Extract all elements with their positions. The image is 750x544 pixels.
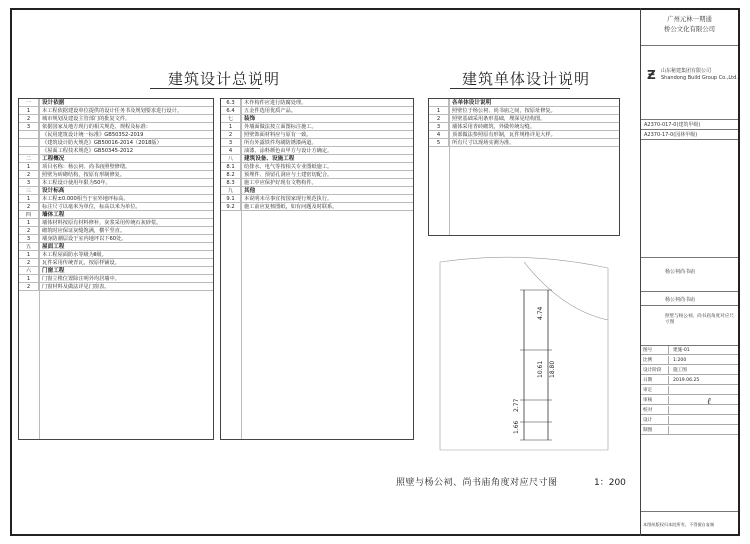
- note-row: [221, 115, 413, 123]
- title-block-key: 日期: [641, 376, 669, 385]
- note-number: 8.2: [221, 171, 241, 179]
- note-text: 《民用建筑设计统一标准》GB50352-2019: [42, 132, 144, 138]
- title-block: [640, 8, 738, 536]
- note-row: [221, 163, 413, 171]
- note-number: 五: [19, 243, 39, 251]
- signature: ℓ: [707, 397, 711, 407]
- note-number: 二: [19, 155, 39, 163]
- note-row: [221, 139, 413, 147]
- note-row: [429, 131, 619, 139]
- general-notes-heading: 建筑设计总说明: [168, 70, 281, 88]
- dimension-label: 2.77: [513, 398, 520, 412]
- note-text: 照壁位于杨公祠、尚书庙之间，按原址修复。: [452, 108, 556, 114]
- note-row: [19, 203, 213, 211]
- note-row: [19, 107, 213, 115]
- note-row: [19, 267, 213, 275]
- cert-2: A2370-17-0(园林甲级): [641, 130, 738, 140]
- general-notes-table-2: [220, 98, 414, 440]
- note-number: 2: [221, 131, 241, 139]
- note-text: 《屋面工程技术规范》GB50345-2012: [42, 148, 134, 154]
- note-text: 照壁基础采用条形基础，埋深见结构图。: [452, 116, 546, 122]
- note-text: 施工中应保护好现有文物构件。: [244, 180, 317, 186]
- note-number: [19, 147, 39, 155]
- note-row: [429, 107, 619, 115]
- note-row: [19, 219, 213, 227]
- note-number: [429, 99, 449, 107]
- title-block-row: [641, 346, 738, 355]
- note-text: 照壁为砖砌结构，按原有形制修复。: [42, 172, 126, 178]
- dimension-label: 4.74: [537, 306, 544, 320]
- note-text: 本工程依据建设单位提供的设计任务书及规划要求进行设计。: [42, 108, 183, 114]
- title-block-row: [641, 396, 738, 405]
- note-text: 依据国家及地方现行的相关规范、规程及标准：: [42, 124, 151, 130]
- note-row: [221, 171, 413, 179]
- title-block-value: 建施-01: [673, 348, 690, 353]
- title-block-key: 校对: [641, 406, 669, 415]
- note-text: 本工程设计使用年限为50年。: [42, 180, 111, 186]
- note-text: 预埋件、预留孔洞应与土建密切配合。: [244, 172, 333, 178]
- note-row: [19, 123, 213, 131]
- note-text: 设计依据: [42, 100, 65, 106]
- note-row: [19, 171, 213, 179]
- note-row: [19, 155, 213, 163]
- title-block-row: [641, 406, 738, 415]
- note-text: 本工程屋面防水等级为Ⅱ级。: [42, 252, 107, 258]
- note-text: 门窗工程: [42, 268, 65, 274]
- note-text: 墙体材料按原有材料修补，灰浆采用传统石灰砂浆。: [42, 220, 162, 226]
- note-row: [19, 275, 213, 283]
- note-row: [19, 99, 213, 107]
- note-text: 所有外露铁件均刷防锈漆两道。: [244, 140, 317, 146]
- single-notes-heading: 建筑单体设计说明: [462, 70, 591, 88]
- client-org: 广州元林一期通 桥公文化有限公司: [641, 8, 738, 46]
- heading-underline: [450, 88, 570, 89]
- single-notes-table: [428, 98, 620, 236]
- note-text: 砌筑时应保证灰缝饱满，横平竖直。: [42, 228, 126, 234]
- note-text: 屋面工程: [42, 244, 65, 250]
- note-text: 设计标高: [42, 188, 65, 194]
- note-row: [221, 107, 413, 115]
- blank-area: [641, 140, 738, 258]
- note-text: 其他: [244, 188, 256, 194]
- note-number: 2: [429, 115, 449, 123]
- note-number: [19, 139, 39, 147]
- note-text: 油漆、涂料颜色由甲方与设计方确定。: [244, 148, 333, 154]
- title-block-row: [641, 356, 738, 365]
- note-number: 三: [19, 187, 39, 195]
- note-row: [429, 99, 619, 107]
- note-row: [221, 155, 413, 163]
- note-number: 六: [19, 267, 39, 275]
- note-number: 6.4: [221, 107, 241, 115]
- project-name: 杨公祠尚书庙: [641, 258, 738, 292]
- note-number: 2: [19, 227, 39, 235]
- note-number: 2: [19, 203, 39, 211]
- note-text: 各单体设计说明: [452, 100, 492, 106]
- note-number: 3: [19, 179, 39, 187]
- note-text: 外墙面做法按立面图标注施工。: [244, 124, 317, 130]
- note-number: 3: [19, 235, 39, 243]
- title-block-key: 审核: [641, 396, 669, 405]
- note-text: 墙身防潮层设于室内地坪以下60处。: [42, 236, 127, 242]
- note-number: 2: [19, 115, 39, 123]
- note-text: 项目名称：杨公祠、尚书庙照壁修缮。: [42, 164, 131, 170]
- note-number: 八: [221, 155, 241, 163]
- note-row: [19, 259, 213, 267]
- note-number: 8.3: [221, 179, 241, 187]
- note-row: [429, 139, 619, 147]
- title-block-row: [641, 416, 738, 425]
- note-number: 1: [19, 107, 39, 115]
- note-text: 本工程±0.000相当于室外地坪标高。: [42, 196, 129, 202]
- note-number: 1: [19, 275, 39, 283]
- note-row: [19, 187, 213, 195]
- note-row: [19, 147, 213, 155]
- note-row: [19, 179, 213, 187]
- note-text: 门窗立樘位置除注明外均居墙中。: [42, 276, 120, 282]
- note-text: 所有尺寸以现场实测为准。: [452, 140, 515, 146]
- title-block-key: 审定: [641, 386, 669, 395]
- note-text: 城市规划及建设主管部门的批复文件。: [42, 116, 131, 122]
- note-text: 照壁饰面材料应与原有一致。: [244, 132, 312, 138]
- note-number: 九: [221, 187, 241, 195]
- note-row: [19, 195, 213, 203]
- note-row: [19, 251, 213, 259]
- note-text: 给排水、电气等按相关专业图纸施工。: [244, 164, 333, 170]
- note-number: 1: [19, 251, 39, 259]
- title-block-key: 制图: [641, 426, 669, 435]
- footer-note: 本图纸版权归本院所有，不得擅自复制: [643, 522, 715, 527]
- note-number: 2: [19, 171, 39, 179]
- title-block-key: 设计: [641, 416, 669, 425]
- note-number: 9.2: [221, 203, 241, 211]
- note-text: 标注尺寸以毫米为单位，标高以米为单位。: [42, 204, 141, 210]
- title-block-row: [641, 386, 738, 395]
- note-row: [19, 115, 213, 123]
- title-block-key: 比例: [641, 356, 669, 365]
- title-block-key: 设计阶段: [641, 366, 669, 375]
- company-logo: Ƶ: [647, 68, 656, 82]
- note-row: [19, 227, 213, 235]
- note-row: [19, 283, 213, 291]
- note-row: [221, 187, 413, 195]
- note-row: [19, 139, 213, 147]
- cert-1: A2370-017-0(建筑甲级): [641, 120, 738, 130]
- note-number: 1: [19, 163, 39, 171]
- note-row: [221, 179, 413, 187]
- note-text: 建筑设备、设施工程: [244, 156, 295, 162]
- note-number: 1: [429, 107, 449, 115]
- heading-underline: [150, 88, 260, 89]
- note-number: [19, 131, 39, 139]
- note-row: [221, 123, 413, 131]
- note-number: 4: [221, 147, 241, 155]
- note-number: 一: [19, 99, 39, 107]
- note-number: 8.1: [221, 163, 241, 171]
- note-row: [19, 163, 213, 171]
- note-number: 3: [221, 139, 241, 147]
- title-block-row: [641, 376, 738, 385]
- note-text: 顶部做法参照原有形制，瓦件规格详见大样。: [452, 132, 556, 138]
- title-block-key: 图号: [641, 346, 669, 355]
- note-text: 施工前应复核图纸，如有问题及时联系。: [244, 204, 338, 210]
- note-row: [221, 195, 413, 203]
- note-text: 木作构件应进行防腐处理。: [244, 100, 307, 106]
- note-text: 工程概况: [42, 156, 65, 162]
- note-row: [19, 235, 213, 243]
- note-number: 1: [19, 219, 39, 227]
- title-block-row: [641, 426, 738, 435]
- title-block-value: 1:200: [673, 358, 687, 363]
- note-row: [19, 243, 213, 251]
- note-number: 5: [429, 139, 449, 147]
- note-row: [221, 131, 413, 139]
- note-number: 1: [221, 123, 241, 131]
- drawing-caption: 照壁与杨公祠、尚书庙角度对应尺寸图: [396, 478, 558, 488]
- title-block-row: [641, 366, 738, 375]
- title-block-value: 2019.06.25: [673, 378, 700, 383]
- note-row: [221, 99, 413, 107]
- note-number: 3: [429, 123, 449, 131]
- sub-project: 杨公祠尚书庙: [641, 292, 738, 306]
- note-number: 2: [19, 259, 39, 267]
- angle-dimension-drawing: [432, 250, 616, 460]
- note-row: [19, 131, 213, 139]
- note-number: 七: [221, 115, 241, 123]
- note-number: 6.3: [221, 99, 241, 107]
- note-text: 瓦件采用传统青瓦，按原样铺设。: [42, 260, 120, 266]
- note-number: 四: [19, 211, 39, 219]
- note-row: [429, 123, 619, 131]
- note-row: [221, 203, 413, 211]
- title-block-value: 施工图: [673, 368, 687, 373]
- drawing-scale: 1：200: [594, 478, 626, 488]
- note-row: [19, 211, 213, 219]
- note-text: 墙体工程: [42, 212, 65, 218]
- title-block-rows: [641, 346, 738, 436]
- note-text: 《建筑设计防火规范》GB50016-2014（2018版）: [42, 140, 162, 146]
- note-number: 9.1: [221, 195, 241, 203]
- design-institute: Ƶ 山东秘建集团有限公司 Shandong Build Group Co.,Ltd.: [641, 46, 738, 120]
- drawing-title: 照壁与杨公祠、尚书庙角度对应尺寸图: [641, 306, 738, 346]
- note-text: 本说明未尽事宜按国家现行规范执行。: [244, 196, 333, 202]
- note-number: 4: [429, 131, 449, 139]
- general-notes-table-1: [18, 98, 214, 440]
- dimension-label: 10.61: [537, 360, 544, 378]
- dimension-label: 1.66: [513, 420, 520, 434]
- dimension-label: 18.80: [549, 360, 556, 378]
- note-number: 1: [19, 195, 39, 203]
- note-text: 五金件选用优质产品。: [244, 108, 296, 114]
- note-row: [429, 115, 619, 123]
- note-number: 2: [19, 283, 39, 291]
- note-number: 3: [19, 123, 39, 131]
- note-text: 门窗材料及做法详见门窗表。: [42, 284, 110, 290]
- note-text: 装饰: [244, 116, 256, 122]
- note-row: [221, 147, 413, 155]
- note-text: 墙体采用青砖砌筑，外做传统勾缝。: [452, 124, 536, 130]
